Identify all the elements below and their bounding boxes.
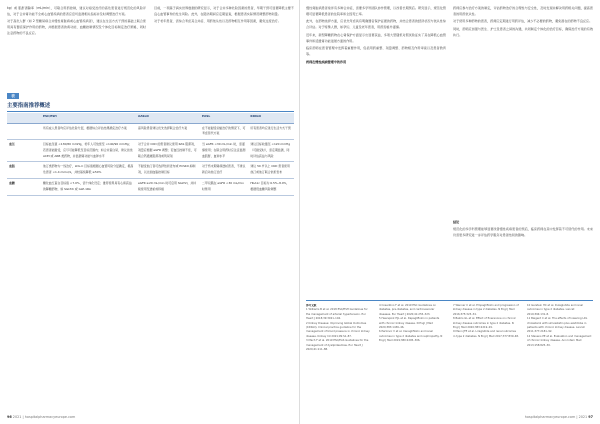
table-cell: 高风险患者建议优先选择联合治疗方案 [136,123,200,140]
table-cell: 在不能耐受初始治疗的情况下，可考虑替代方案 [200,123,248,140]
guideline-table [7,113,294,196]
table-cell: 对于终末期肾病透析患者，不建议新启动他汀治疗 [200,162,248,179]
table-cell: 所有成人患者均应评估危险分层，根据综合评估结果确定治疗方案 [41,123,136,140]
table-cell: HbA1c 目标为 6.5%–8.0%，根据低血糖风险调整 [248,179,294,196]
table-header [7,113,41,123]
paragraph: 同时，药师应加强与医生、护士及患者之间的沟通，共同制定个体化的治疗目标，确保治疗方案的有效执行。 [453,26,593,37]
references-col-1 [306,304,372,414]
section-heading: 药师在慢性疾病管理中的作用 [306,59,347,64]
paragraph: 对于使用多种药物的患者，药师应定期进行用药评估，减少不必要的药物，避免潜在的药物不良反应。 [453,19,593,24]
table-row [7,140,294,162]
table-cell: 当 eGFR <30 mL/min 时，需谨慎使用；在联合用药时应注意监测血肌酐、血钾水平 [200,140,248,162]
left-footer [7,415,75,419]
table-cell: 目标血压值 <130/80 mmHg，老年人可放宽至 <140/90 mmHg；若患者能耐受，应尽可能降低至目标范围内；如合并蛋白尿，建议首选 ACEI 或 ARB 类药物，并监测肾功能与血钾水平 [41,140,136,162]
references-heading: 参考文献 [306,304,317,307]
table-cell: 糖化血红蛋白目标值 <7.0%，需个体化设定；推荐使用具有心肾获益的降糖药物，如 SGLT2i 或 GLP-1RA [41,179,136,196]
row-head: 血糖 [7,179,41,196]
paragraph: 临床药师在患者管理中发挥着重要作用，包括用药重整、剂量调整、药物相互作用审查以及患者教育等。 [306,45,446,56]
reference-item: 6 Perkovic V et al. Canagliflozin and renal outcomes in type 2 diabetes and nephropathy. N Engl J Med 2019;380:2295–306. [379,330,443,343]
table-row [7,162,294,179]
right-column-2 [453,6,593,216]
table-cell: 建议 50 岁以上 CKD 患者使用他汀或他汀联合依折麦布 [248,162,294,179]
table-cell: 不耐受他汀者可选择依折麦布或 PCSK9 抑制剂，以达到血脂控制目标 [136,162,200,179]
table-cell: 所有患者均应进行生活方式干预 [248,123,294,140]
table-header-row [7,113,294,123]
footer-text: hospitalpharmacyeurope.com | 2021 [524,415,588,419]
paragraph: kg）或 肌酐清除率（mL/min），可联合用药控制，建议对接受治疗的高危患者进行规范化的风险评估，对于合并肾功能不全或心血管疾病的患者应密切监测相关指标并及时调整治疗方案。 [7,6,146,16]
table-title: 主要指南推荐概述 [7,101,294,112]
reference-item: 4 Cosentino F et al. 2019 ESC Guidelines on diabetes, pre-diabetes, and cardiovascular diseases. Eur Heart J 2020;41:255–323. [379,304,437,316]
reference-item: 8 Bakris GL et al. Effect of finerenone on chronic kidney disease outcomes in type 2 diabetes. N Engl J Med 2020;383:2219–29. [453,317,516,330]
reference-item: 11 Baigent C et al. The effects of lowering LDL cholesterol with simvastatin plus ezetimibe in patients with chronic kidney disease. Lancet 2011;377:2181–92. [527,317,588,334]
right-page [300,0,600,424]
right-footer [525,415,593,419]
reference-item: 1 Williams B et al. 2018 ESC/ESH Guidelines for the management of arterial hypertension. Eur Heart J 2018;39:3021–104. [306,308,368,321]
references-col-3 [453,304,519,414]
table-cell: 他汀类药物为一线治疗，LDL-C 目标值根据心血管风险分层确定，极高危患者 <1.4 mmol/L，并较基线降低 ≥50% [41,162,136,179]
left-column-2 [154,6,294,90]
footer-text: 2021 | hospitalpharmacyeurope.com [12,415,76,419]
table-row [7,123,294,140]
paragraph: 目前，一项基于真实世界数据的研究显示，对于合并多种危险因素的患者，早期干预可显著降低主要不良心血管事件的发生风险。此外，在随访期间应定期复查，根据患者实际情况调整药物剂量。 [154,6,294,16]
paragraph: 规范化的多学科管理能够显著改善慢性疾病患者的预后，临床药师在其中发挥着不可替代的作用。未来仍需更多研究进一步评估药学服务对患者结局的影响。 [453,227,593,238]
right-column-1 [306,6,446,246]
references-col-2 [379,304,445,414]
paragraph: 近年来，新型降糖药物在心肾保护方面显示出显著获益，多项大型随机对照试验证实了其在降低心血管事件和延缓肾功能进展方面的作用。 [306,32,446,43]
table-row [7,179,294,196]
references-divider [306,300,593,301]
page-number: 97 [588,415,593,419]
row-head [7,123,41,140]
table-header: EASL [200,113,248,123]
row-head: 血脂 [7,162,41,179]
left-column-1 [7,6,146,90]
paragraph: 对于老年患者，需综合考虑其合并症、用药依从性以及药物相互作用等因素，避免过度治疗。 [154,19,281,24]
references-col-4 [527,304,593,414]
paragraph: 药师应参与治疗方案的制定，评估药物治疗的合理性与安全性，及时发现并解决用药相关问题，提高患者的用药依从性。 [453,6,593,16]
reference-item: 5 Heerspink HJL et al. Dapagliflozin in patients with chronic kidney disease. N Engl J Med 2020;383:1436–46. [379,317,440,330]
section-heading: 结论 [453,220,460,224]
row-head: 血压 [7,140,41,162]
reference-item: 10 Gerstein HC et al. Dulaglutide and renal outcomes in type 2 diabetes. Lancet 2019;394:131–8. [527,304,583,316]
table-header: ESC/ESH [41,113,136,123]
page-number: 96 [7,415,12,419]
table-label: 表 [7,93,19,99]
table-cell: eGFR ≥20 mL/min 时可启用 SGLT2i，并持续使用至透析或移植 [136,179,200,196]
table-cell: 二甲双胍在 eGFR <30 mL/min 时禁用 [200,179,248,196]
table-cell: 对于合并 CKD 的患者建议使用 RAS 阻滞剂，剂量应根据 eGFR 调整；若血压控制不佳，可联合钙通道阻滞剂或利尿剂 [136,140,200,162]
reference-item: 3 Mach F et al. 2019 ESC/EAS Guidelines for the management of dyslipidaemias. Eur Heart J 2020;41:111–88. [306,339,369,352]
table-header: AASLD [136,113,200,123]
table-cell: 建议目标收缩压 <120 mmHg（可耐受时），需定期监测，同时评估获益与风险 [248,140,294,162]
reference-item: 9 Mann JFE et al. Liraglutide and renal outcomes in type 2 diabetes. N Engl J Med 2017;377:839–48. [453,330,519,338]
paragraph: 慢性肾脏病患者常伴有多种合并症，需要多学科团队协作管理，以改善长期预后。研究显示，规范化管理可显著降低患者的住院率和全因死亡率。 [306,6,446,16]
reference-item: 2 Kidney Disease: Improving Global Outcomes (KDIGO). Clinical practice guideline for the management of blood pressure in chronic kidney disease. Kidney Int 2021;99:S1–87. [306,321,370,338]
reference-item: 7 Wanner C et al. Empagliflozin and progression of kidney disease in type 2 diabetes. N Engl J Med 2016;375:323–34. [453,304,519,316]
paragraph: 此外，在药物选择方面，应优先考虑具有明确器官保护证据的药物，并结合患者的经济状况与依从性综合评估。对于特殊人群，如孕妇、儿童及老年患者，用药需格外谨慎。 [306,19,446,30]
conclusion-section [453,218,593,278]
paragraph: 对于高危人群（如 2 型糖尿病合并慢性肾脏病或心血管疾病者），建议在生活方式干预的基础上联合使用具有器官保护作用的药物，并根据患者的肾功能、血糖控制情况及个体化目标制定治疗策略，同时注意药物的不良反应。 [7,19,146,36]
reference-item: 12 Stevens PE et al. Evaluation and management of chronic kidney disease. Ann Intern Med 2013;158:825–30. [527,334,592,347]
table-header: KDIGO [248,113,294,123]
